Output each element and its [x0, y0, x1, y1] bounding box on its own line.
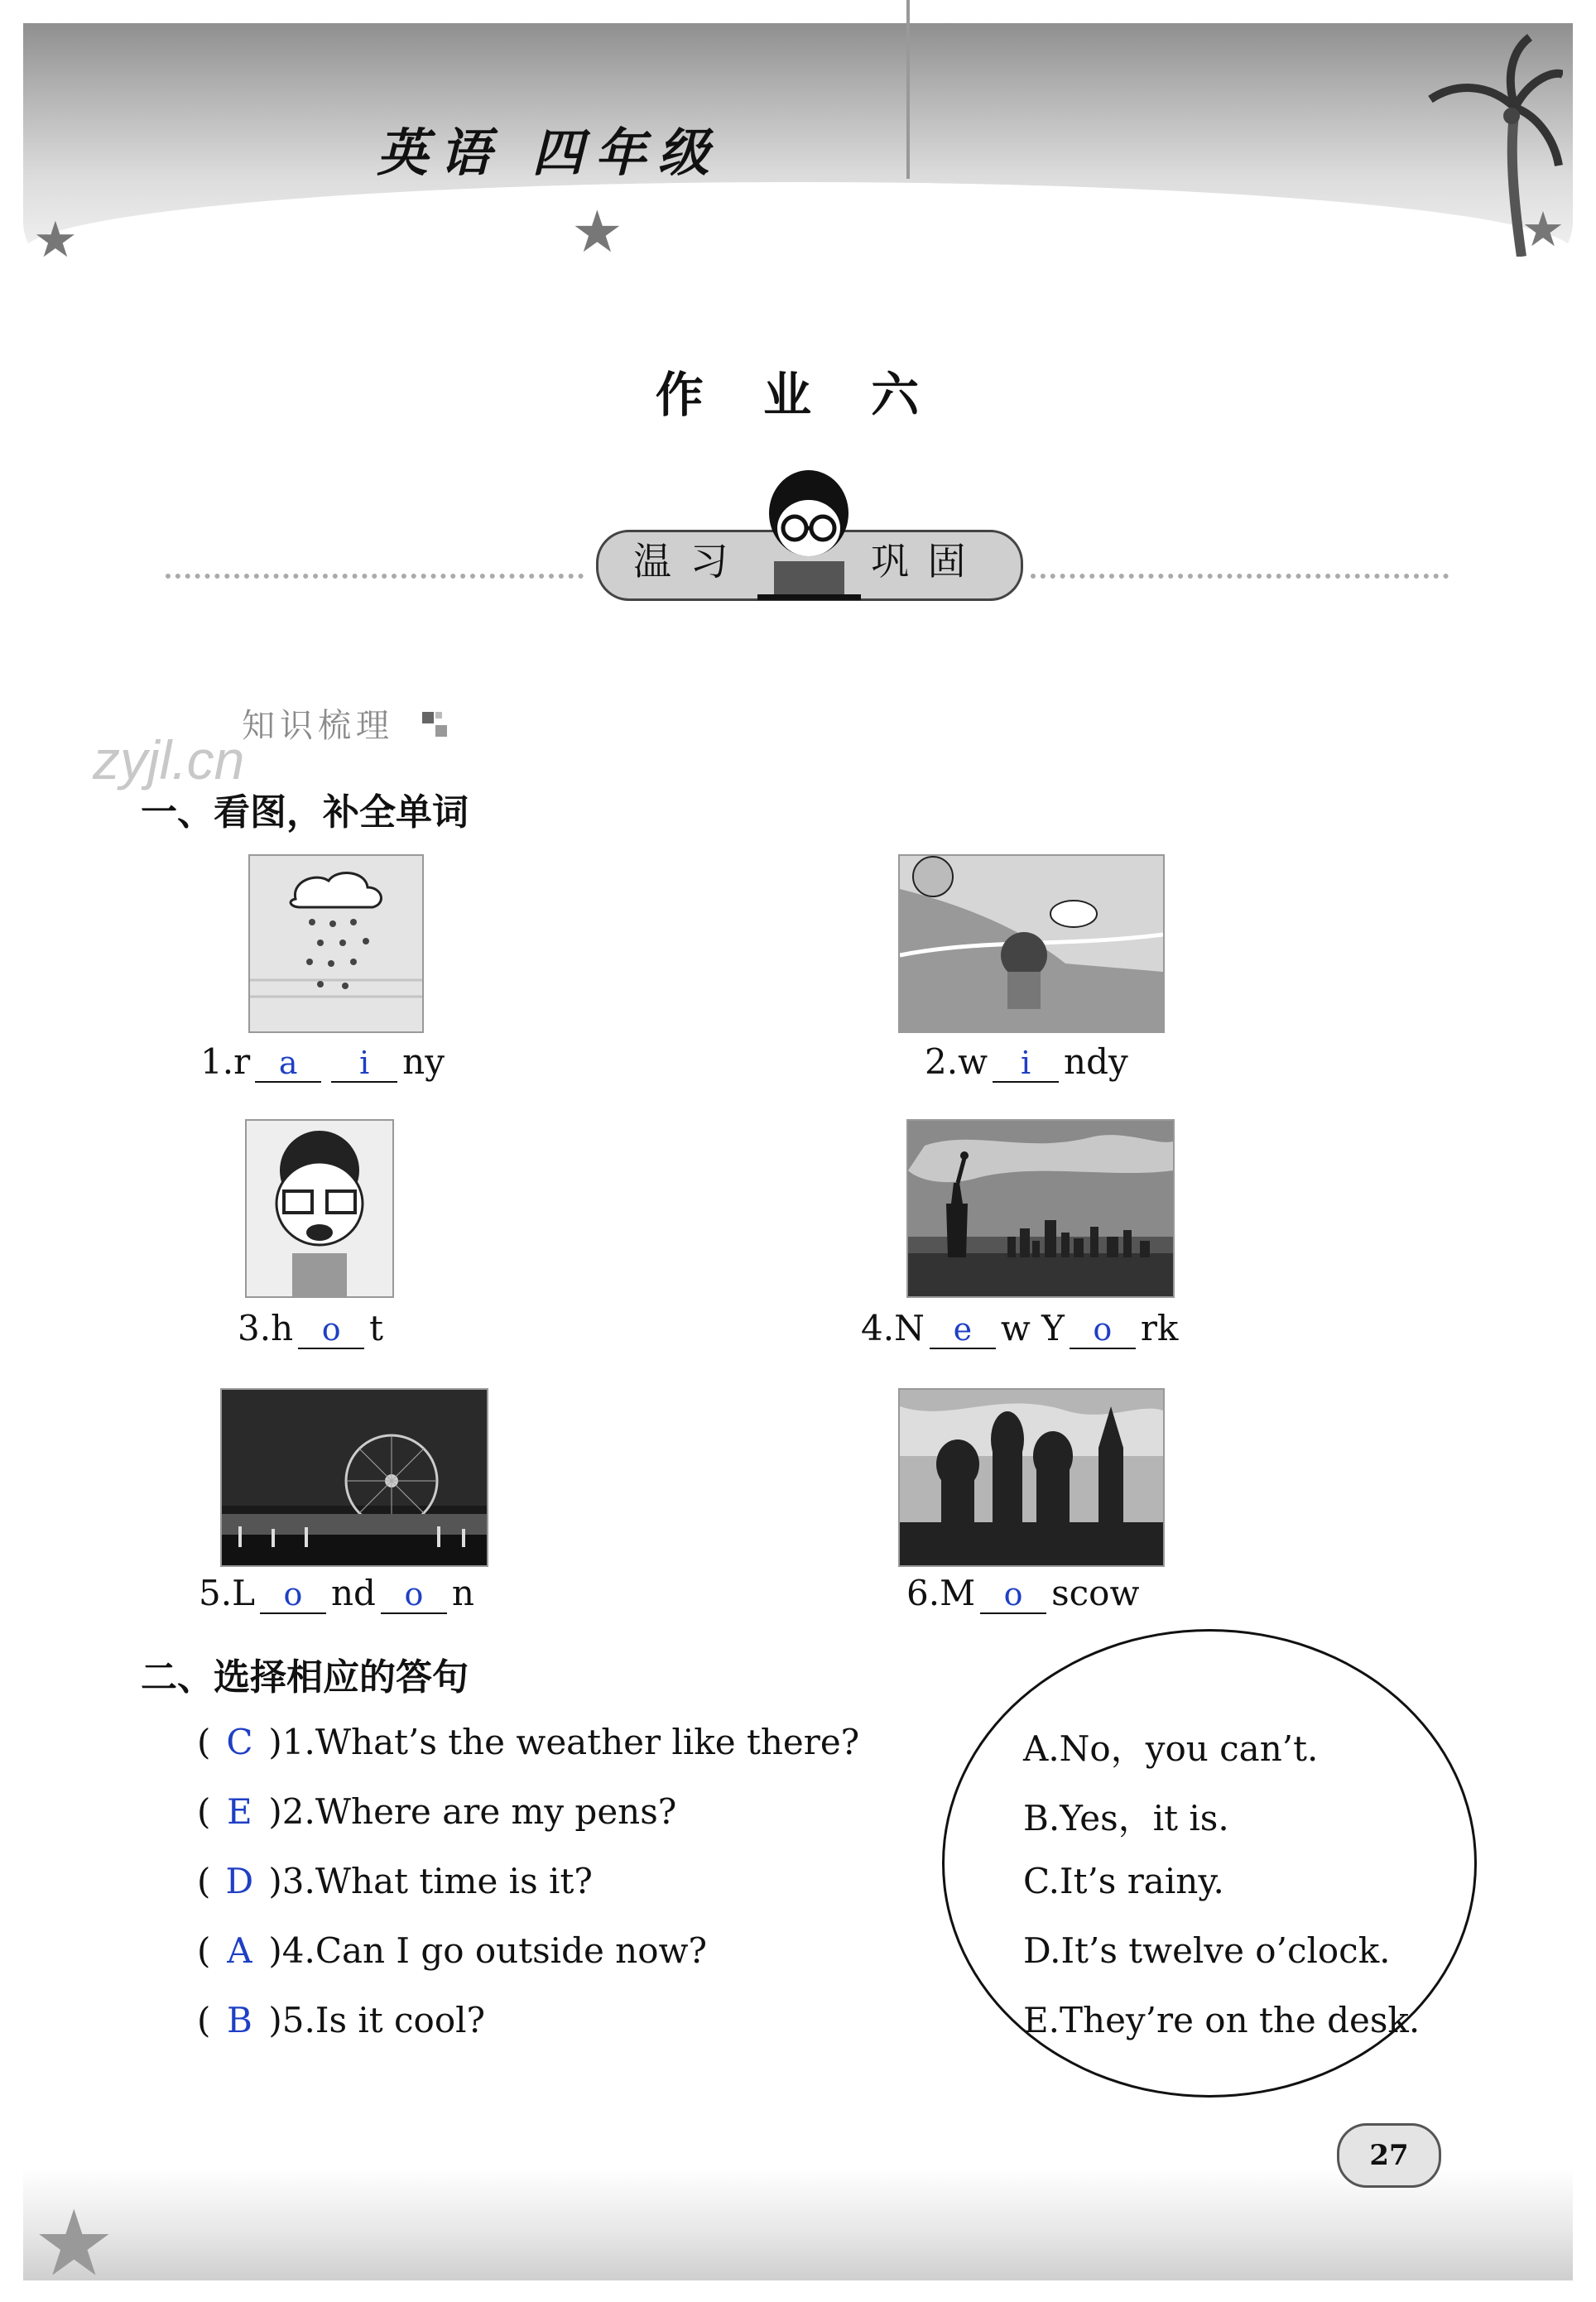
- answer-blank[interactable]: e: [930, 1311, 996, 1349]
- word-item-2: 2.w i ndy: [925, 1041, 1128, 1082]
- word-item-3: 3.h o t: [238, 1308, 384, 1348]
- question-row-3: ( D )3.What time is it?: [197, 1861, 593, 1901]
- answer-letter[interactable]: C: [226, 1722, 253, 1762]
- answer-blank[interactable]: i: [993, 1045, 1059, 1083]
- palm-tree-icon: [1422, 33, 1563, 257]
- london-picture: [220, 1388, 488, 1567]
- answer-letter[interactable]: E: [227, 1791, 252, 1832]
- new-york-picture: [906, 0, 910, 179]
- hot-picture: [245, 1119, 394, 1298]
- answer-blank[interactable]: o: [260, 1576, 326, 1614]
- dotted-divider-right: [1031, 574, 1449, 579]
- answer-blank[interactable]: i: [331, 1045, 397, 1083]
- word-item-6: 6.M o scow: [906, 1573, 1140, 1613]
- watermark: zyjl.cn: [93, 729, 245, 791]
- badge-label-left: 温 习: [633, 539, 732, 584]
- answer-blank[interactable]: a: [255, 1045, 321, 1083]
- word-item-1: 1.r a i ny: [200, 1041, 445, 1082]
- option-e: E.They’re on the desk.: [1023, 2000, 1421, 2040]
- word-item-5: 5.L o nd o n: [199, 1573, 474, 1613]
- windy-picture: [898, 854, 1165, 1033]
- book-title: 英语 四年级: [377, 123, 721, 183]
- answer-letter[interactable]: B: [226, 2000, 252, 2040]
- question-row-2: ( E )2.Where are my pens?: [197, 1791, 677, 1832]
- part2-heading: 二、选择相应的答句: [141, 1656, 469, 1699]
- dotted-divider-left: [166, 574, 584, 579]
- answer-blank[interactable]: o: [980, 1576, 1046, 1614]
- word-item-4: 4.N e w Y o rk: [861, 1308, 1179, 1348]
- question-row-5: ( B )5.Is it cool?: [197, 2000, 486, 2040]
- starfish-icon: ★: [571, 198, 623, 266]
- section-tag: 知识梳理: [242, 707, 394, 745]
- badge-label-right: 巩 固: [871, 539, 969, 584]
- rainy-picture: [248, 854, 424, 1033]
- question-row-4: ( A )4.Can I go outside now?: [197, 1930, 707, 1971]
- answer-letter[interactable]: A: [227, 1930, 252, 1971]
- new-york-photo: [906, 1119, 1175, 1298]
- option-b: B.Yes，it is.: [1023, 1798, 1229, 1838]
- part1-heading: 一、看图，补全单词: [141, 791, 469, 834]
- answer-blank[interactable]: o: [381, 1576, 447, 1614]
- checker-deco-icon: [422, 712, 452, 742]
- answer-blank[interactable]: o: [1070, 1311, 1136, 1349]
- option-a: A.No，you can’t.: [1023, 1728, 1319, 1769]
- starfish-icon: ★: [33, 2190, 115, 2296]
- answer-blank[interactable]: o: [298, 1311, 364, 1349]
- girl-reading-icon: [753, 464, 865, 600]
- option-c: C.It’s rainy.: [1023, 1861, 1224, 1901]
- starfish-icon: ★: [33, 211, 78, 269]
- starfish-icon: ★: [1521, 201, 1565, 257]
- homework-title: 作 业 六: [655, 367, 941, 423]
- moscow-picture: [898, 1388, 1165, 1567]
- option-d: D.It’s twelve o’clock.: [1023, 1930, 1391, 1971]
- answer-letter[interactable]: D: [225, 1861, 254, 1901]
- footer-band: [23, 2169, 1573, 2280]
- question-row-1: ( C )1.What’s the weather like there?: [197, 1722, 860, 1762]
- page-number: 27: [1337, 2123, 1441, 2188]
